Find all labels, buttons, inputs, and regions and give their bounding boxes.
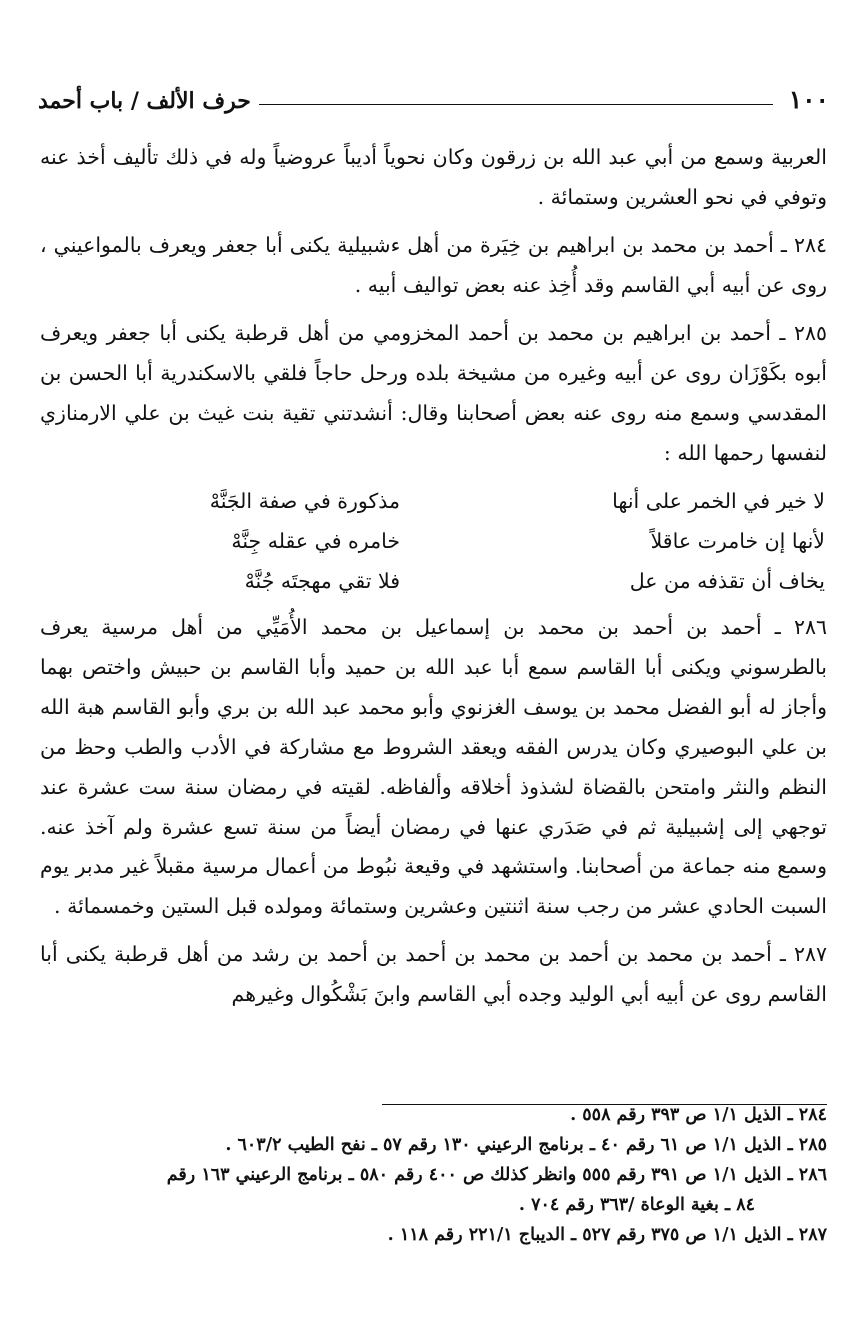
entry-286: ٢٨٦ ـ أحمد بن أحمد بن محمد بن إسماعيل بن محمد الأُمَيِّي من أهل مرسية يعرف بالطرسوني ويكنى أبا القاسم سمع أبا عبد الله بن حميد وأبا القاسم بن حبيش واختص بهما وأجاز له أبو الفضل محمد بن يوسف الغزنوي وأبو محمد عبد الله بن بري وأبو القاسم هبة الله بن علي البوصيري وكان يدرس الفقه ويعقد الشروط مع مشاركة في الأدب والطب وحظ من النظم والنثر وامتحن بالقضاة لشذوذ أخلاقه وألفاظه. لقيته في رمضان سنة ست عشرة عند توجهي إلى إشبيلية ثم في صَدَري عنها في رمضان أيضاً من سنة تسع عشرة ولم آخذ عنه. وسمع منه جماعة من أصحابنا. واستشهد في وقيعة نبُوط من أعمال مرسية مقبلاً غير مدبر يوم السبت الحادي عشر من رجب سنة اثنتين وعشرين وستمائة ومولده قبل الستين وخمسمائة . xyxy=(40,614,827,919)
hemistich-first: لا خير في الخمر على أنها xyxy=(612,488,825,513)
hemistich-second: مذكورة في صفة الجَنَّهْ xyxy=(209,488,400,513)
footnote: ٢٨٦ ـ الذيل ١/١ ص ٣٩١ رقم ٥٥٥ وانظر كذلك ص ٤٠٠ رقم ٥٨٠ ـ برنامج الرعيني ١٦٣ رقم xyxy=(166,1165,827,1186)
footnote-continuation: ٨٤ ـ بغية الوعاة /٣٦٣ رقم ٧٠٤ . xyxy=(518,1195,755,1216)
page-header xyxy=(38,80,829,114)
entry-284: ٢٨٤ ـ أحمد بن محمد بن ابراهيم بن خِيَرة من أهل ءشبيلية يكنى أبا جعفر ويعرف بالمواعيني ، روى عن أبيه أبي القاسم وقد أُخِذ عنه بعض تواليف أبيه . xyxy=(40,232,827,297)
page-number: ١٠٠ xyxy=(788,85,829,114)
header-rule xyxy=(259,104,773,105)
hemistich-first: لأنها إن خامرت عاقلاً xyxy=(650,528,825,553)
poem-line xyxy=(40,482,827,522)
entry-285: ٢٨٥ ـ أحمد بن ابراهيم بن محمد بن أحمد المخزومي من أهل قرطبة يكنى أبا جعفر ويعرف أبوه بكَوْزَان روى عن أبيه وغيره من مشيخة بلده ورحل حاجاً فلقي بالاسكندرية أبا الحسن بن المقدسي وسمع منه روى عنه بعض أصحابنا وقال: أنشدتني تقية بنت غيث بن علي الارمنازي لنفسها رحمها الله : xyxy=(40,320,827,465)
footnote: ٢٨٥ ـ الذيل ١/١ ص ٦١ رقم ٤٠ ـ برنامج الرعيني ١٣٠ رقم ٥٧ ـ نفح الطيب ٦٠٣/٢ . xyxy=(225,1135,827,1156)
running-title: حرف الألف / باب أحمد xyxy=(38,88,251,114)
poem xyxy=(40,482,827,602)
footnote: ٢٨٧ ـ الذيل ١/١ ص ٣٧٥ رقم ٥٢٧ ـ الديباج ٢٢١/١ رقم ١١٨ . xyxy=(387,1225,827,1246)
hemistich-second: خامره في عقله جِنَّهْ xyxy=(231,528,400,553)
footnote: ٢٨٤ ـ الذيل ١/١ ص ٣٩٣ رقم ٥٥٨ . xyxy=(570,1105,827,1125)
poem-line xyxy=(40,562,827,602)
entry-287: ٢٨٧ ـ أحمد بن محمد بن أحمد بن محمد بن أحمد بن أحمد بن رشد من أهل قرطبة يكنى أبا القاسم روى عن أبيه أبي الوليد وجده أبي القاسم وابنَ بَشْكُوال وغيرهم xyxy=(40,942,827,1007)
paragraph-intro: العربية وسمع من أبي عبد الله بن زرقون وكان نحوياً أديباً عروضياً وله في ذلك تأليف أخذ عنه وتوفي في نحو العشرين وستمائة . xyxy=(40,145,827,209)
main-text xyxy=(40,138,827,1023)
hemistich-first: يخاف أن تقذفه من عل xyxy=(629,568,825,593)
hemistich-second: فلا تقي مهجتَه جُنَّهْ xyxy=(244,568,400,593)
footnotes xyxy=(38,1100,827,1250)
poem-line xyxy=(40,522,827,562)
